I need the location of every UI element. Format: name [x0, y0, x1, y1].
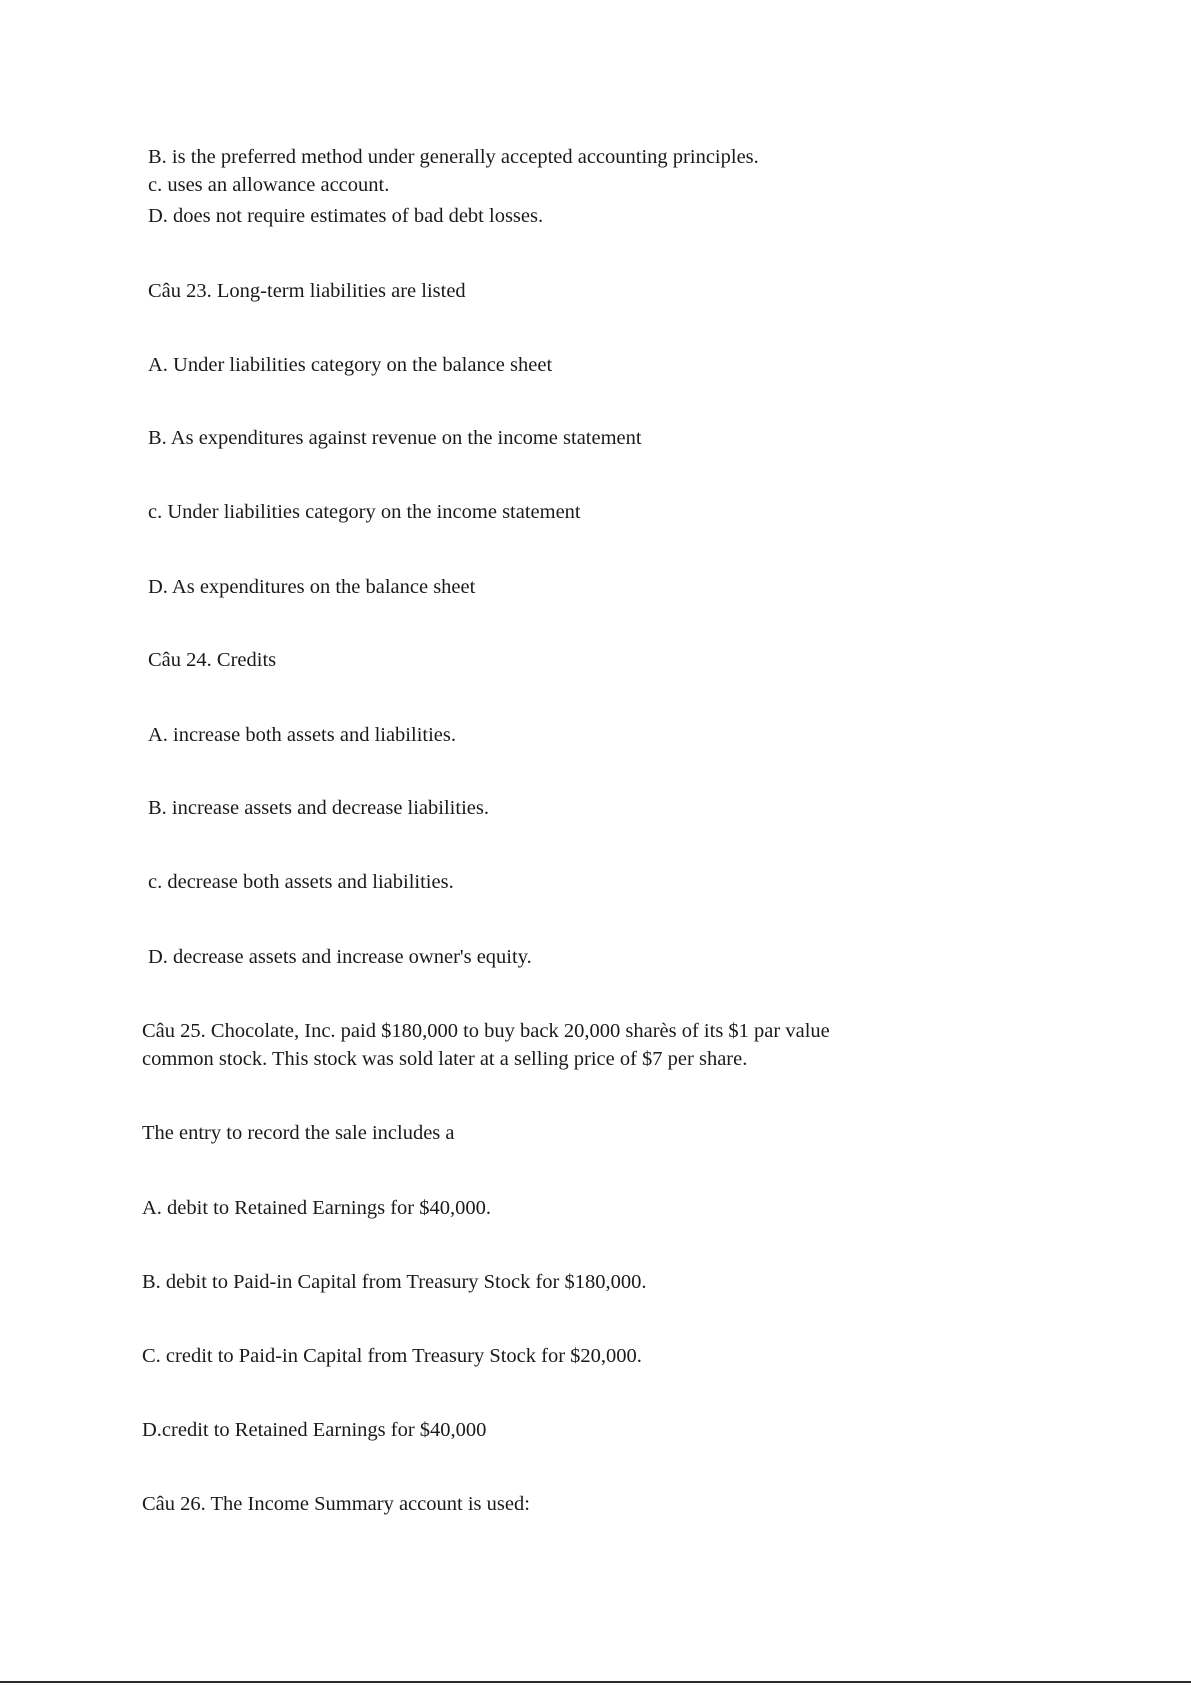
question-23-option-b: B. As expenditures against revenue on the income statement — [148, 427, 642, 449]
question-23: Câu 23. Long-term liabilities are listed — [148, 280, 466, 302]
question-24-option-d: D. decrease assets and increase owner's equity. — [148, 946, 532, 968]
question-25-option-b: B. debit to Paid-in Capital from Treasury Stock for $180,000. — [142, 1271, 647, 1293]
question-26: Câu 26. The Income Summary account is used: — [142, 1493, 530, 1515]
question-23-option-d: D. As expenditures on the balance sheet — [148, 576, 476, 598]
question-24-option-a: A. increase both assets and liabilities. — [148, 724, 456, 746]
question-24-option-c: c. decrease both assets and liabilities. — [148, 871, 454, 893]
question-25-option-a: A. debit to Retained Earnings for $40,000. — [142, 1197, 492, 1219]
question-25-line-1: Câu 25. Chocolate, Inc. paid $180,000 to buy back 20,000 sharès of its $1 par value — [142, 1020, 830, 1042]
question-25-line-2: common stock. This stock was sold later at a selling price of $7 per share. — [142, 1048, 748, 1070]
question-25-prompt: The entry to record the sale includes a — [142, 1122, 455, 1144]
question-25-option-c: C. credit to Paid-in Capital from Treasury Stock for $20,000. — [142, 1345, 642, 1367]
carryover-option-c: c. uses an allowance account. — [148, 174, 390, 196]
question-23-option-a: A. Under liabilities category on the balance sheet — [148, 354, 553, 376]
question-23-option-c: c. Under liabilities category on the income statement — [148, 501, 581, 523]
question-24: Câu 24. Credits — [148, 649, 277, 671]
page-bottom-rule — [0, 1681, 1191, 1683]
question-24-option-b: B. increase assets and decrease liabilities. — [148, 797, 489, 819]
carryover-option-d: D. does not require estimates of bad debt losses. — [148, 205, 544, 227]
carryover-option-b: B. is the preferred method under generally accepted accounting principles. — [148, 146, 759, 168]
question-25-option-d: D.credit to Retained Earnings for $40,000 — [142, 1419, 487, 1441]
